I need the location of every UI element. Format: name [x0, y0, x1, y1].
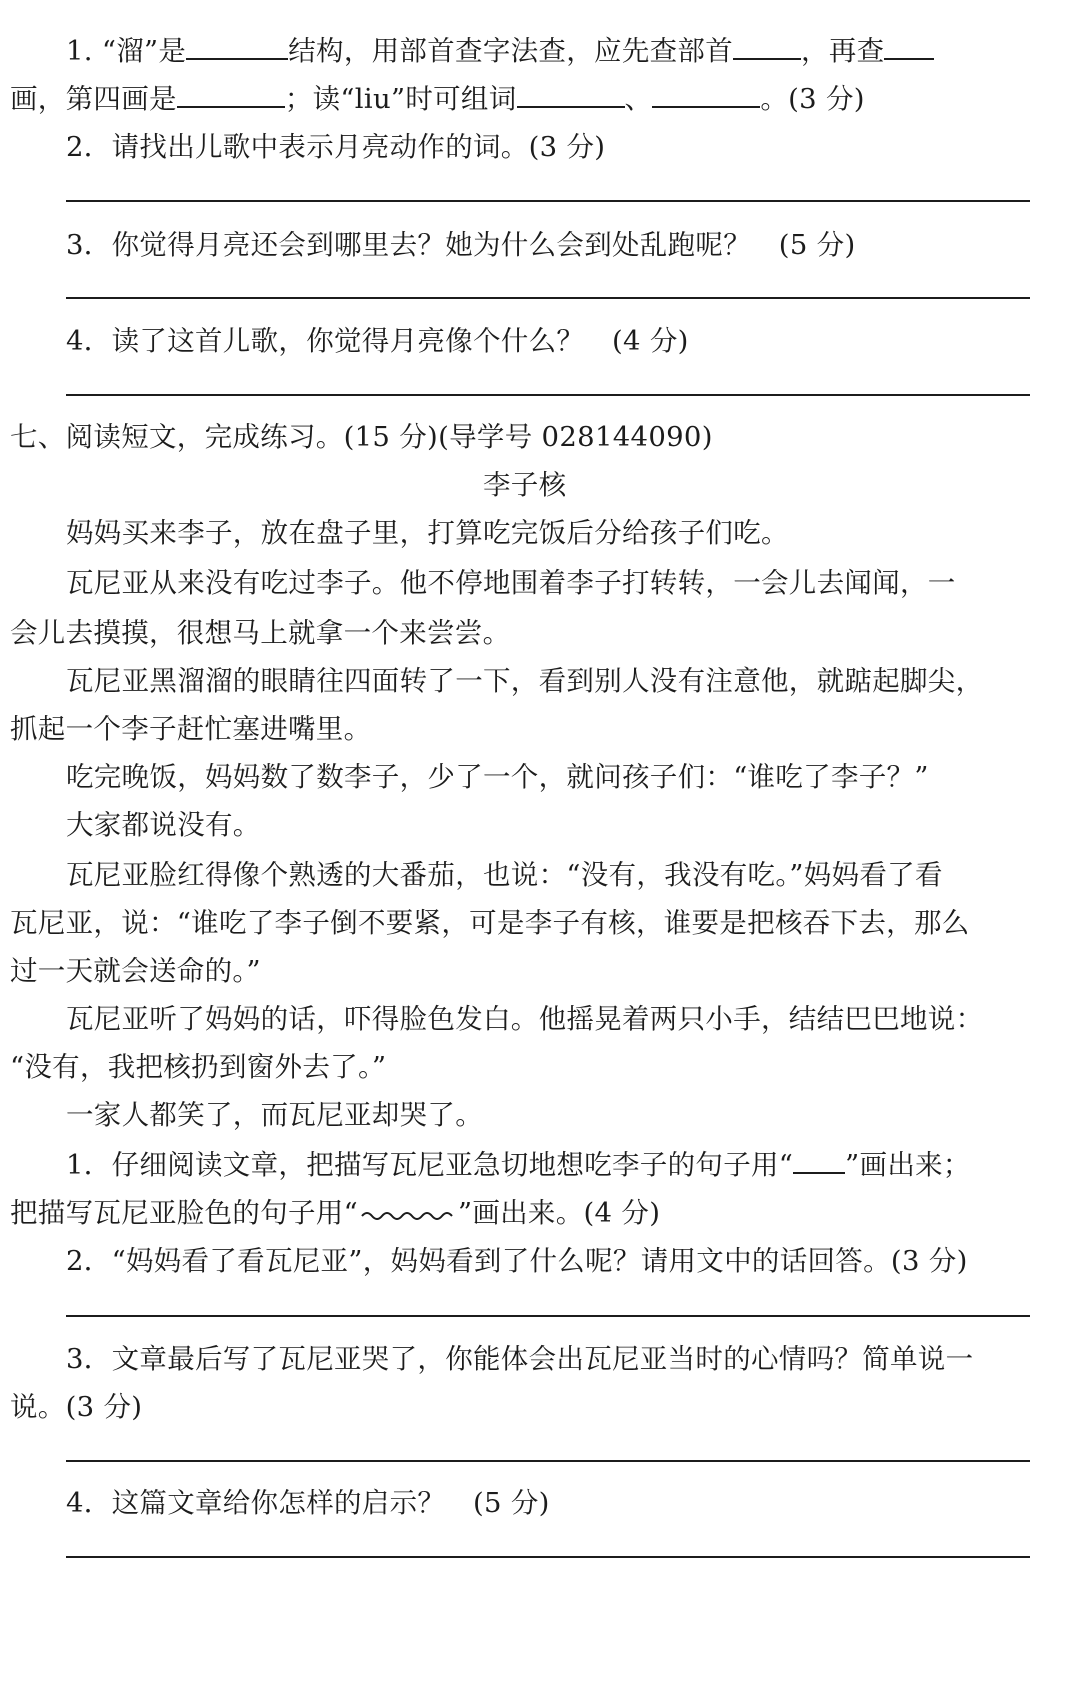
s7-q1-text-a: 1．仔细阅读文章，把描写瓦尼亚急切地想吃李子的句子用“	[66, 1149, 794, 1181]
s7-q1-text-b: ”画出来；	[845, 1149, 971, 1181]
passage-line: “没有，我把核扔到窗外去了。”	[10, 1051, 387, 1083]
passage-line: 大家都说没有。	[66, 809, 261, 841]
s6-q1-text3: ，再查	[801, 35, 885, 67]
answer-line-s6-q2[interactable]	[66, 200, 1030, 202]
blank-radical[interactable]	[733, 32, 801, 60]
s6-q1-text4: 画，第四画是	[10, 83, 177, 115]
s7-q4: 4．这篇文章给你怎样的启示？ (5 分)	[66, 1487, 550, 1519]
s6-q1-text5: ；读“liu”时可组词	[284, 83, 517, 115]
passage-line: 瓦尼亚从来没有吃过李子。他不停地围着李子打转转，一会儿去闻闻，一	[66, 567, 956, 599]
s7-q1-line1	[66, 1142, 971, 1182]
s6-q1-line1	[66, 28, 934, 68]
passage-line: 会儿去摸摸，很想马上就拿一个来尝尝。	[10, 617, 511, 649]
s7-q3-line1: 3．文章最后写了瓦尼亚哭了，你能体会出瓦尼亚当时的心情吗？简单说一	[66, 1343, 974, 1375]
s6-q1-text7: 。(3 分)	[760, 83, 865, 115]
s7-q1-text-d: ”画出来。(4 分)	[457, 1197, 661, 1229]
blank-structure[interactable]	[186, 32, 288, 60]
s6-q1-text2: 结构，用部首查字法查，应先查部首	[288, 35, 734, 67]
s6-q4: 4．读了这首儿歌，你觉得月亮像个什么？ (4 分)	[66, 325, 689, 357]
s7-heading: 七、阅读短文，完成练习。(15 分)(导学号 028144090)	[10, 421, 713, 453]
blank-strokes[interactable]	[884, 32, 934, 60]
s7-q2: 2．“妈妈看了看瓦尼亚”，妈妈看到了什么呢？请用文中的话回答。(3 分)	[66, 1245, 968, 1277]
s6-q1-num: 1.	[66, 35, 93, 67]
passage-title: 李子核	[483, 469, 567, 501]
answer-line-s7-q3[interactable]	[66, 1460, 1030, 1462]
answer-line-s7-q4[interactable]	[66, 1556, 1030, 1558]
s6-q1-text1: “溜”是	[101, 35, 187, 67]
blank-word-2[interactable]	[652, 80, 760, 108]
answer-line-s6-q3[interactable]	[66, 297, 1030, 299]
s6-q3: 3．你觉得月亮还会到哪里去？她为什么会到处乱跑呢？ (5 分)	[66, 229, 856, 261]
straight-underline-mark	[793, 1150, 845, 1174]
passage-line: 过一天就会送命的。”	[10, 955, 261, 987]
answer-line-s6-q4[interactable]	[66, 394, 1030, 396]
s7-q3-line2: 说。(3 分)	[10, 1391, 143, 1423]
answer-line-s7-q2[interactable]	[66, 1315, 1030, 1317]
passage-line: 一家人都笑了，而瓦尼亚却哭了。	[66, 1099, 483, 1131]
s6-q1-line2	[10, 76, 865, 116]
blank-fourth-stroke[interactable]	[177, 80, 285, 108]
s7-q1-line2	[10, 1190, 660, 1230]
passage-line: 瓦尼亚听了妈妈的话，吓得脸色发白。他摇晃着两只小手，结结巴巴地说：	[66, 1003, 984, 1035]
s7-q1-text-c: 把描写瓦尼亚脸色的句子用“	[10, 1197, 358, 1229]
passage-line: 妈妈买来李子，放在盘子里，打算吃完饭后分给孩子们吃。	[66, 517, 789, 549]
passage-line: 瓦尼亚黑溜溜的眼睛往四面转了一下，看到别人没有注意他，就踮起脚尖，	[66, 665, 984, 697]
passage-line: 抓起一个李子赶忙塞进嘴里。	[10, 713, 372, 745]
blank-word-1[interactable]	[517, 80, 625, 108]
passage-line: 瓦尼亚，说：“谁吃了李子倒不要紧，可是李子有核，谁要是把核吞下去，那么	[10, 907, 970, 939]
wavy-underline-mark	[358, 1208, 458, 1222]
s6-q2: 2．请找出儿歌中表示月亮动作的词。(3 分)	[66, 131, 606, 163]
passage-line: 瓦尼亚脸红得像个熟透的大番茄，也说：“没有，我没有吃。”妈妈看了看	[66, 859, 943, 891]
s6-q1-text6: 、	[624, 83, 653, 115]
passage-line: 吃完晚饭，妈妈数了数李子，少了一个，就问孩子们：“谁吃了李子？”	[66, 761, 929, 793]
